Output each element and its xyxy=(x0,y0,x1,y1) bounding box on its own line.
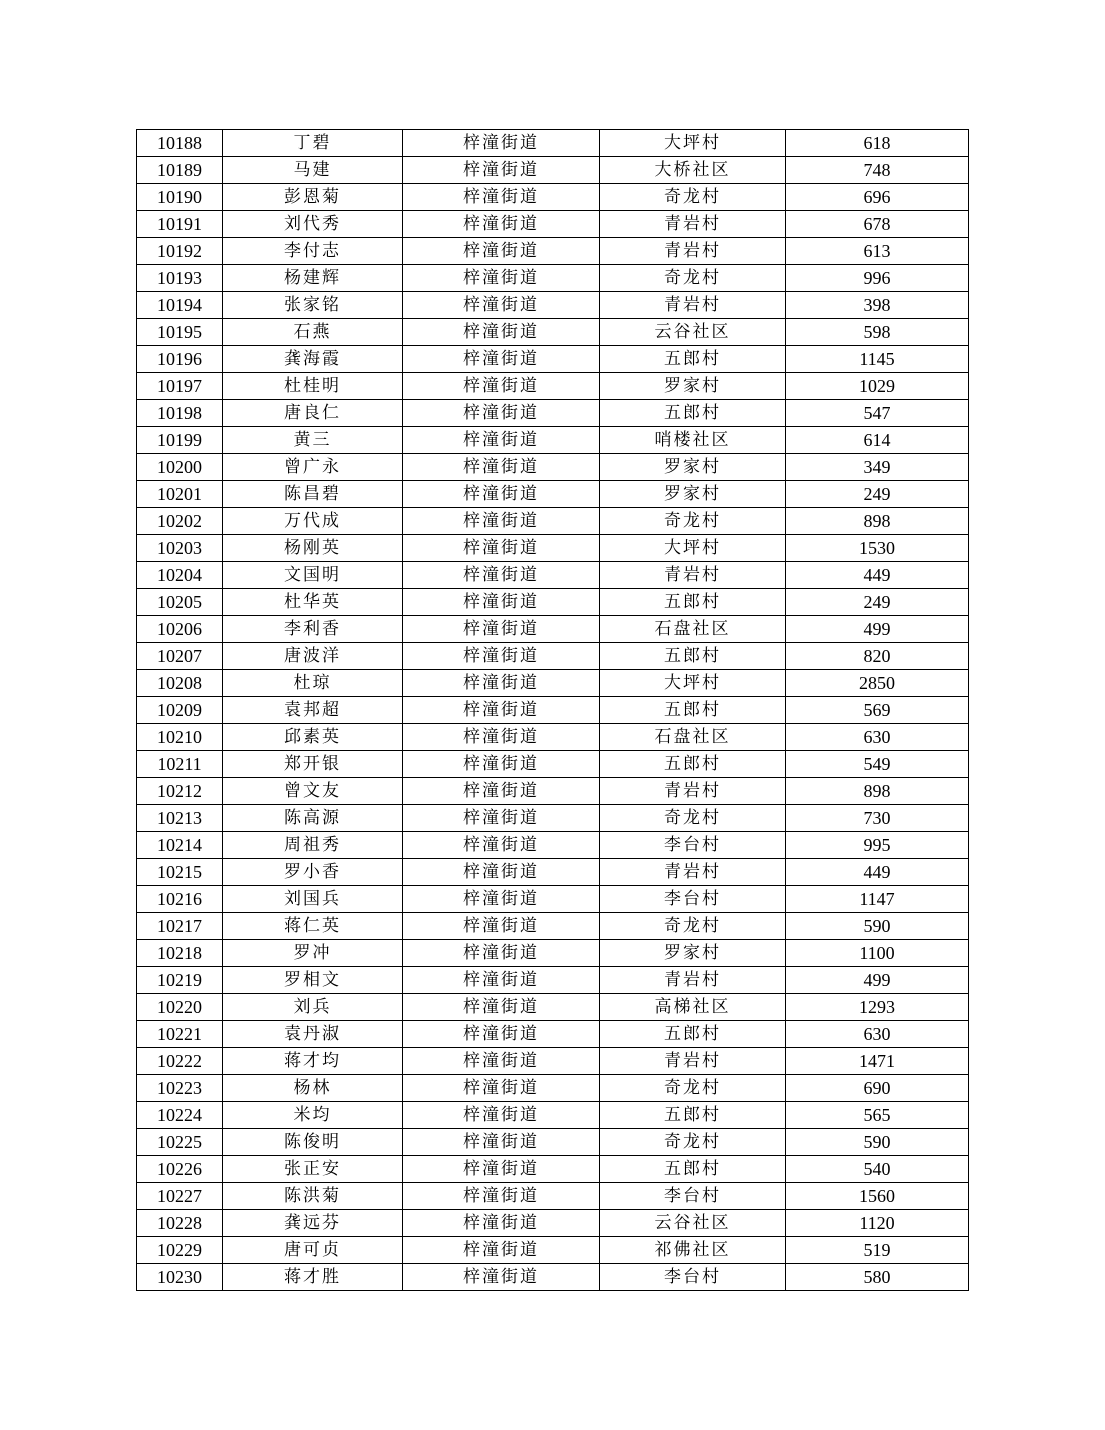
table-row xyxy=(137,778,969,805)
cell-amount: 898 xyxy=(786,778,969,805)
cell-record-number: 10228 xyxy=(137,1210,223,1237)
cell-person-name: 彭恩菊 xyxy=(223,184,403,211)
cell-record-number: 10222 xyxy=(137,1048,223,1075)
cell-amount: 1560 xyxy=(786,1183,969,1210)
cell-amount: 598 xyxy=(786,319,969,346)
cell-person-name: 陈高源 xyxy=(223,805,403,832)
cell-subdistrict: 梓潼街道 xyxy=(403,886,600,913)
cell-person-name: 刘代秀 xyxy=(223,211,403,238)
cell-subdistrict: 梓潼街道 xyxy=(403,292,600,319)
table-row xyxy=(137,319,969,346)
cell-subdistrict: 梓潼街道 xyxy=(403,778,600,805)
cell-record-number: 10221 xyxy=(137,1021,223,1048)
cell-amount: 1147 xyxy=(786,886,969,913)
table-row xyxy=(137,1129,969,1156)
roster-table-body xyxy=(137,130,969,1291)
cell-record-number: 10189 xyxy=(137,157,223,184)
cell-record-number: 10225 xyxy=(137,1129,223,1156)
cell-person-name: 杨林 xyxy=(223,1075,403,1102)
cell-person-name: 刘兵 xyxy=(223,994,403,1021)
cell-subdistrict: 梓潼街道 xyxy=(403,1021,600,1048)
cell-amount: 249 xyxy=(786,589,969,616)
cell-person-name: 陈洪菊 xyxy=(223,1183,403,1210)
cell-subdistrict: 梓潼街道 xyxy=(403,832,600,859)
cell-person-name: 邱素英 xyxy=(223,724,403,751)
table-row xyxy=(137,508,969,535)
cell-record-number: 10203 xyxy=(137,535,223,562)
cell-amount: 1530 xyxy=(786,535,969,562)
cell-record-number: 10207 xyxy=(137,643,223,670)
cell-amount: 630 xyxy=(786,724,969,751)
cell-amount: 748 xyxy=(786,157,969,184)
table-row xyxy=(137,211,969,238)
cell-person-name: 蒋才胜 xyxy=(223,1264,403,1291)
cell-record-number: 10202 xyxy=(137,508,223,535)
table-row xyxy=(137,265,969,292)
cell-person-name: 龚海霞 xyxy=(223,346,403,373)
cell-record-number: 10220 xyxy=(137,994,223,1021)
cell-village: 青岩村 xyxy=(600,1048,786,1075)
cell-subdistrict: 梓潼街道 xyxy=(403,670,600,697)
cell-subdistrict: 梓潼街道 xyxy=(403,562,600,589)
table-row xyxy=(137,832,969,859)
cell-amount: 1029 xyxy=(786,373,969,400)
cell-subdistrict: 梓潼街道 xyxy=(403,373,600,400)
cell-record-number: 10211 xyxy=(137,751,223,778)
cell-person-name: 唐波洋 xyxy=(223,643,403,670)
cell-amount: 519 xyxy=(786,1237,969,1264)
cell-village: 五郎村 xyxy=(600,1102,786,1129)
table-row xyxy=(137,859,969,886)
cell-amount: 996 xyxy=(786,265,969,292)
cell-village: 五郎村 xyxy=(600,643,786,670)
cell-subdistrict: 梓潼街道 xyxy=(403,400,600,427)
table-row xyxy=(137,184,969,211)
cell-village: 罗家村 xyxy=(600,940,786,967)
table-row xyxy=(137,1210,969,1237)
cell-village: 五郎村 xyxy=(600,589,786,616)
cell-person-name: 陈昌碧 xyxy=(223,481,403,508)
cell-subdistrict: 梓潼街道 xyxy=(403,1237,600,1264)
cell-village: 李台村 xyxy=(600,832,786,859)
cell-record-number: 10208 xyxy=(137,670,223,697)
cell-person-name: 文国明 xyxy=(223,562,403,589)
cell-amount: 690 xyxy=(786,1075,969,1102)
cell-record-number: 10224 xyxy=(137,1102,223,1129)
cell-village: 奇龙村 xyxy=(600,265,786,292)
cell-subdistrict: 梓潼街道 xyxy=(403,130,600,157)
cell-village: 罗家村 xyxy=(600,373,786,400)
cell-record-number: 10195 xyxy=(137,319,223,346)
cell-subdistrict: 梓潼街道 xyxy=(403,157,600,184)
table-row xyxy=(137,346,969,373)
cell-amount: 2850 xyxy=(786,670,969,697)
cell-village: 奇龙村 xyxy=(600,1129,786,1156)
cell-village: 奇龙村 xyxy=(600,1075,786,1102)
cell-subdistrict: 梓潼街道 xyxy=(403,1048,600,1075)
cell-person-name: 杨建辉 xyxy=(223,265,403,292)
cell-record-number: 10194 xyxy=(137,292,223,319)
cell-subdistrict: 梓潼街道 xyxy=(403,508,600,535)
cell-amount: 614 xyxy=(786,427,969,454)
roster-table xyxy=(136,129,969,1291)
cell-village: 云谷社区 xyxy=(600,1210,786,1237)
cell-person-name: 张正安 xyxy=(223,1156,403,1183)
cell-amount: 249 xyxy=(786,481,969,508)
cell-record-number: 10209 xyxy=(137,697,223,724)
cell-person-name: 曾广永 xyxy=(223,454,403,481)
cell-subdistrict: 梓潼街道 xyxy=(403,454,600,481)
table-row xyxy=(137,751,969,778)
cell-village: 五郎村 xyxy=(600,697,786,724)
cell-record-number: 10193 xyxy=(137,265,223,292)
cell-record-number: 10196 xyxy=(137,346,223,373)
cell-record-number: 10230 xyxy=(137,1264,223,1291)
cell-village: 五郎村 xyxy=(600,346,786,373)
cell-amount: 565 xyxy=(786,1102,969,1129)
cell-person-name: 罗小香 xyxy=(223,859,403,886)
cell-amount: 449 xyxy=(786,562,969,589)
cell-subdistrict: 梓潼街道 xyxy=(403,643,600,670)
cell-record-number: 10204 xyxy=(137,562,223,589)
cell-subdistrict: 梓潼街道 xyxy=(403,1102,600,1129)
cell-amount: 898 xyxy=(786,508,969,535)
cell-record-number: 10213 xyxy=(137,805,223,832)
cell-subdistrict: 梓潼街道 xyxy=(403,859,600,886)
cell-record-number: 10200 xyxy=(137,454,223,481)
cell-amount: 398 xyxy=(786,292,969,319)
cell-amount: 499 xyxy=(786,967,969,994)
cell-village: 大坪村 xyxy=(600,130,786,157)
cell-subdistrict: 梓潼街道 xyxy=(403,184,600,211)
cell-subdistrict: 梓潼街道 xyxy=(403,697,600,724)
cell-village: 五郎村 xyxy=(600,751,786,778)
cell-village: 李台村 xyxy=(600,1183,786,1210)
cell-record-number: 10219 xyxy=(137,967,223,994)
table-row xyxy=(137,670,969,697)
cell-person-name: 陈俊明 xyxy=(223,1129,403,1156)
cell-person-name: 万代成 xyxy=(223,508,403,535)
cell-person-name: 杜华英 xyxy=(223,589,403,616)
cell-record-number: 10201 xyxy=(137,481,223,508)
cell-subdistrict: 梓潼街道 xyxy=(403,319,600,346)
cell-person-name: 蒋才均 xyxy=(223,1048,403,1075)
cell-person-name: 杜桂明 xyxy=(223,373,403,400)
cell-subdistrict: 梓潼街道 xyxy=(403,346,600,373)
cell-record-number: 10218 xyxy=(137,940,223,967)
cell-village: 青岩村 xyxy=(600,238,786,265)
cell-subdistrict: 梓潼街道 xyxy=(403,994,600,1021)
cell-amount: 730 xyxy=(786,805,969,832)
cell-subdistrict: 梓潼街道 xyxy=(403,616,600,643)
table-row xyxy=(137,292,969,319)
cell-subdistrict: 梓潼街道 xyxy=(403,1183,600,1210)
cell-person-name: 周祖秀 xyxy=(223,832,403,859)
cell-subdistrict: 梓潼街道 xyxy=(403,1075,600,1102)
cell-subdistrict: 梓潼街道 xyxy=(403,805,600,832)
cell-person-name: 袁邦超 xyxy=(223,697,403,724)
cell-village: 奇龙村 xyxy=(600,805,786,832)
cell-subdistrict: 梓潼街道 xyxy=(403,535,600,562)
cell-subdistrict: 梓潼街道 xyxy=(403,427,600,454)
cell-subdistrict: 梓潼街道 xyxy=(403,589,600,616)
cell-village: 石盘社区 xyxy=(600,616,786,643)
table-row xyxy=(137,130,969,157)
cell-amount: 1100 xyxy=(786,940,969,967)
cell-subdistrict: 梓潼街道 xyxy=(403,1210,600,1237)
cell-record-number: 10215 xyxy=(137,859,223,886)
cell-amount: 580 xyxy=(786,1264,969,1291)
cell-person-name: 米均 xyxy=(223,1102,403,1129)
cell-record-number: 10214 xyxy=(137,832,223,859)
cell-amount: 696 xyxy=(786,184,969,211)
cell-record-number: 10229 xyxy=(137,1237,223,1264)
cell-village: 青岩村 xyxy=(600,292,786,319)
table-row xyxy=(137,697,969,724)
cell-village: 哨楼社区 xyxy=(600,427,786,454)
cell-person-name: 杨刚英 xyxy=(223,535,403,562)
table-row xyxy=(137,616,969,643)
cell-amount: 590 xyxy=(786,913,969,940)
cell-subdistrict: 梓潼街道 xyxy=(403,724,600,751)
table-row xyxy=(137,940,969,967)
cell-subdistrict: 梓潼街道 xyxy=(403,1156,600,1183)
cell-amount: 547 xyxy=(786,400,969,427)
table-row xyxy=(137,994,969,1021)
table-row xyxy=(137,535,969,562)
cell-village: 奇龙村 xyxy=(600,508,786,535)
cell-person-name: 唐可贞 xyxy=(223,1237,403,1264)
cell-amount: 1471 xyxy=(786,1048,969,1075)
cell-amount: 618 xyxy=(786,130,969,157)
cell-person-name: 郑开银 xyxy=(223,751,403,778)
cell-person-name: 罗冲 xyxy=(223,940,403,967)
cell-amount: 590 xyxy=(786,1129,969,1156)
table-row xyxy=(137,1048,969,1075)
cell-village: 罗家村 xyxy=(600,481,786,508)
table-row xyxy=(137,1156,969,1183)
cell-amount: 1145 xyxy=(786,346,969,373)
table-row xyxy=(137,1102,969,1129)
cell-person-name: 石燕 xyxy=(223,319,403,346)
cell-village: 奇龙村 xyxy=(600,184,786,211)
cell-amount: 540 xyxy=(786,1156,969,1183)
cell-amount: 549 xyxy=(786,751,969,778)
table-row xyxy=(137,1264,969,1291)
cell-subdistrict: 梓潼街道 xyxy=(403,481,600,508)
cell-person-name: 杜琼 xyxy=(223,670,403,697)
cell-record-number: 10216 xyxy=(137,886,223,913)
cell-village: 罗家村 xyxy=(600,454,786,481)
cell-amount: 499 xyxy=(786,616,969,643)
cell-person-name: 李利香 xyxy=(223,616,403,643)
cell-record-number: 10190 xyxy=(137,184,223,211)
table-row xyxy=(137,589,969,616)
table-row xyxy=(137,724,969,751)
cell-village: 青岩村 xyxy=(600,211,786,238)
cell-record-number: 10212 xyxy=(137,778,223,805)
cell-record-number: 10191 xyxy=(137,211,223,238)
cell-village: 高梯社区 xyxy=(600,994,786,1021)
cell-record-number: 10223 xyxy=(137,1075,223,1102)
cell-record-number: 10205 xyxy=(137,589,223,616)
table-row xyxy=(137,967,969,994)
table-row xyxy=(137,373,969,400)
cell-person-name: 唐良仁 xyxy=(223,400,403,427)
table-row xyxy=(137,886,969,913)
cell-subdistrict: 梓潼街道 xyxy=(403,1264,600,1291)
cell-village: 李台村 xyxy=(600,1264,786,1291)
cell-amount: 995 xyxy=(786,832,969,859)
cell-person-name: 袁丹淑 xyxy=(223,1021,403,1048)
cell-record-number: 10210 xyxy=(137,724,223,751)
table-row xyxy=(137,157,969,184)
cell-person-name: 马建 xyxy=(223,157,403,184)
cell-village: 青岩村 xyxy=(600,778,786,805)
cell-village: 五郎村 xyxy=(600,400,786,427)
cell-village: 大桥社区 xyxy=(600,157,786,184)
cell-amount: 349 xyxy=(786,454,969,481)
cell-amount: 449 xyxy=(786,859,969,886)
cell-amount: 1293 xyxy=(786,994,969,1021)
cell-subdistrict: 梓潼街道 xyxy=(403,211,600,238)
table-row xyxy=(137,1237,969,1264)
cell-village: 石盘社区 xyxy=(600,724,786,751)
cell-person-name: 李付志 xyxy=(223,238,403,265)
cell-record-number: 10198 xyxy=(137,400,223,427)
cell-amount: 678 xyxy=(786,211,969,238)
cell-record-number: 10199 xyxy=(137,427,223,454)
table-row xyxy=(137,238,969,265)
cell-village: 大坪村 xyxy=(600,535,786,562)
cell-village: 大坪村 xyxy=(600,670,786,697)
table-row xyxy=(137,400,969,427)
cell-record-number: 10217 xyxy=(137,913,223,940)
cell-person-name: 张家铭 xyxy=(223,292,403,319)
table-row xyxy=(137,427,969,454)
table-row xyxy=(137,643,969,670)
cell-village: 奇龙村 xyxy=(600,913,786,940)
table-row xyxy=(137,454,969,481)
cell-village: 青岩村 xyxy=(600,859,786,886)
cell-village: 青岩村 xyxy=(600,967,786,994)
cell-person-name: 罗相文 xyxy=(223,967,403,994)
cell-subdistrict: 梓潼街道 xyxy=(403,940,600,967)
table-row xyxy=(137,1183,969,1210)
cell-subdistrict: 梓潼街道 xyxy=(403,1129,600,1156)
cell-amount: 820 xyxy=(786,643,969,670)
cell-subdistrict: 梓潼街道 xyxy=(403,913,600,940)
cell-person-name: 黄三 xyxy=(223,427,403,454)
table-row xyxy=(137,805,969,832)
cell-subdistrict: 梓潼街道 xyxy=(403,265,600,292)
cell-village: 云谷社区 xyxy=(600,319,786,346)
cell-person-name: 龚远芬 xyxy=(223,1210,403,1237)
cell-person-name: 刘国兵 xyxy=(223,886,403,913)
cell-person-name: 曾文友 xyxy=(223,778,403,805)
cell-amount: 1120 xyxy=(786,1210,969,1237)
cell-amount: 569 xyxy=(786,697,969,724)
table-row xyxy=(137,562,969,589)
cell-subdistrict: 梓潼街道 xyxy=(403,238,600,265)
table-row xyxy=(137,1021,969,1048)
cell-village: 五郎村 xyxy=(600,1021,786,1048)
cell-person-name: 丁碧 xyxy=(223,130,403,157)
table-row xyxy=(137,481,969,508)
cell-record-number: 10192 xyxy=(137,238,223,265)
cell-record-number: 10206 xyxy=(137,616,223,643)
cell-record-number: 10226 xyxy=(137,1156,223,1183)
cell-amount: 613 xyxy=(786,238,969,265)
cell-subdistrict: 梓潼街道 xyxy=(403,967,600,994)
table-row xyxy=(137,913,969,940)
table-row xyxy=(137,1075,969,1102)
cell-amount: 630 xyxy=(786,1021,969,1048)
cell-village: 青岩村 xyxy=(600,562,786,589)
cell-village: 李台村 xyxy=(600,886,786,913)
cell-village: 五郎村 xyxy=(600,1156,786,1183)
cell-record-number: 10188 xyxy=(137,130,223,157)
cell-record-number: 10197 xyxy=(137,373,223,400)
cell-village: 祁佛社区 xyxy=(600,1237,786,1264)
cell-subdistrict: 梓潼街道 xyxy=(403,751,600,778)
cell-person-name: 蒋仁英 xyxy=(223,913,403,940)
cell-record-number: 10227 xyxy=(137,1183,223,1210)
